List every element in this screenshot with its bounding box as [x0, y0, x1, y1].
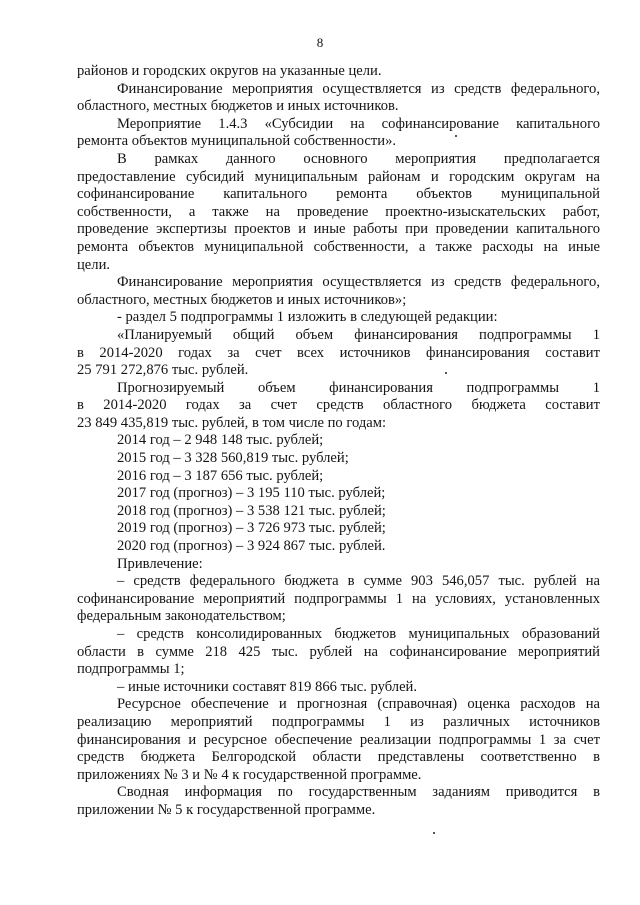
- text-line: – иные источники составят 819 866 тыс. рублей.: [117, 678, 418, 695]
- text-line: предоставление субсидий муниципальным районам и городским округам на: [77, 168, 600, 185]
- text-line: Финансирование мероприятия осуществляется из средств федерального,: [117, 274, 600, 291]
- text-line: финансирования и ресурсное обеспечение реализации подпрограммы 1 за счет: [77, 731, 600, 748]
- text-line: – средств федерального бюджета в сумме 903 546,057 тыс. рублей на: [117, 573, 600, 590]
- text-line: 2018 год (прогноз) – 3 538 121 тыс. рублей;: [117, 502, 386, 519]
- text-line: средств бюджета Белгородской области представлены соответственно в: [77, 749, 600, 766]
- text-line: в 2014-2020 годах за счет средств областного бюджета составит: [77, 397, 600, 414]
- scan-speck: [433, 832, 435, 834]
- text-line: - раздел 5 подпрограммы 1 изложить в следующей редакции:: [117, 309, 498, 326]
- text-line: Сводная информация по государственным заданиям приводится в: [117, 784, 600, 801]
- text-line: «Планируемый общий объем финансирования подпрограммы 1: [117, 326, 600, 343]
- text-line: 2016 год – 3 187 656 тыс. рублей;: [117, 467, 324, 484]
- text-line: – средств консолидированных бюджетов муниципальных образований: [117, 626, 600, 642]
- scan-speck: [455, 135, 457, 137]
- text-line: софинансирование капитального ремонта объектов муниципальной: [77, 186, 600, 203]
- text-line: Финансирование мероприятия осуществляется из средств федерального,: [117, 80, 600, 97]
- text-line: 2014 год – 2 948 148 тыс. рублей;: [117, 432, 324, 449]
- text-line: федеральным законодательством;: [77, 608, 286, 625]
- text-line: 2019 год (прогноз) – 3 726 973 тыс. рублей;: [117, 520, 386, 537]
- text-line: областного, местных бюджетов и иных источников.: [77, 98, 399, 115]
- text-line: Мероприятие 1.4.3 «Субсидии на софинансирование капитального: [117, 115, 600, 132]
- text-line: собственности, а также на проведение проектно-изыскательских работ,: [77, 203, 600, 220]
- text-line: 23 849 435,819 тыс. рублей, в том числе по годам:: [77, 414, 387, 431]
- text-line: цели.: [77, 256, 111, 273]
- text-line: области в сумме 218 425 тыс. рублей на софинансирование мероприятий: [77, 643, 600, 660]
- scan-speck: [445, 372, 447, 374]
- text-line: софинансирование мероприятий подпрограммы 1 на условиях, установленных: [77, 590, 600, 607]
- text-line: Прогнозируемый объем финансирования подпрограммы 1: [117, 379, 600, 396]
- text-line: 2015 год – 3 328 560,819 тыс. рублей;: [117, 450, 349, 467]
- text-line: подпрограммы 1;: [77, 661, 185, 678]
- text-line: реализацию мероприятий подпрограммы 1 из различных источников: [77, 713, 600, 730]
- text-line: Привлечение:: [117, 555, 203, 572]
- text-line: областного, местных бюджетов и иных источников»;: [77, 291, 407, 308]
- text-line: приложениях № 3 и № 4 к государственной программе.: [77, 766, 422, 783]
- text-line: Ресурсное обеспечение и прогнозная (справочная) оценка расходов на: [117, 696, 600, 713]
- text-line: ремонта объектов муниципальной собственности».: [77, 133, 397, 150]
- text-line: В рамках данного основного мероприятия предполагается: [117, 150, 600, 167]
- text-line: 2020 год (прогноз) – 3 924 867 тыс. рублей.: [117, 538, 386, 555]
- text-line: приложении № 5 к государственной программе.: [77, 801, 376, 818]
- text-line: 25 791 272,876 тыс. рублей.: [77, 362, 249, 379]
- text-line: 2017 год (прогноз) – 3 195 110 тыс. рублей;: [117, 485, 386, 502]
- page-number: 8: [316, 35, 324, 50]
- text-line: районов и городских округов на указанные цели.: [77, 63, 382, 79]
- text-line: проведение экспертизы проектов и иные работы при проведении капитального: [77, 221, 600, 238]
- text-line: ремонта объектов муниципальной собственности, а также расходы на иные: [77, 238, 600, 255]
- text-line: в 2014-2020 годах за счет всех источников финансирования составит: [77, 344, 600, 361]
- body-text: [77, 63, 600, 820]
